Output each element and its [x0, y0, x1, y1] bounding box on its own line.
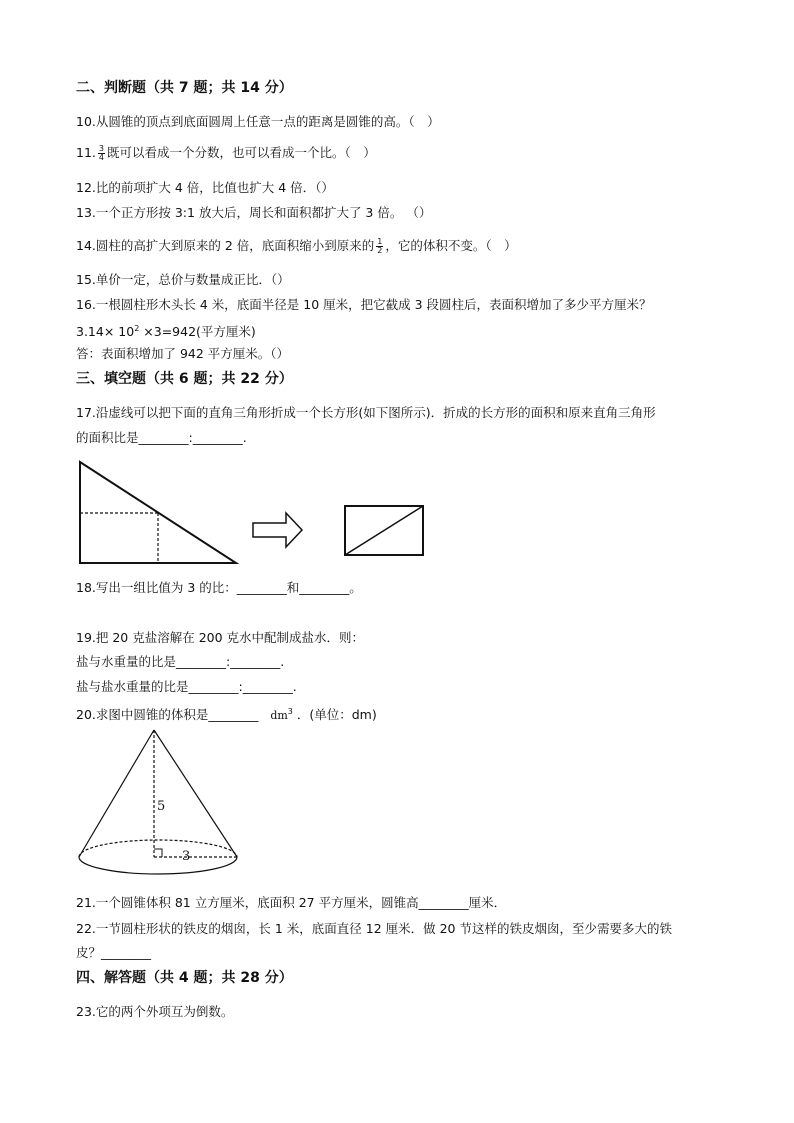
- question-11-text: 既可以看成一个分数，也可以看成一个比。（ ）: [106, 145, 376, 160]
- question-13: 13.一个正方形按 3:1 放大后，周长和面积都扩大了 3 倍。 （）: [76, 205, 432, 220]
- question-21: 21.一个圆锥体积 81 立方厘米，底面积 27 平方厘米，圆锥高________厘米．: [76, 895, 507, 910]
- question-19: 19.把 20 克盐溶解在 200 克水中配制成盐水．则：: [76, 630, 365, 645]
- question-11-number: 11.: [76, 145, 96, 160]
- question-16-answer: 答：表面积增加了 942 平方厘米。（）: [76, 346, 290, 361]
- folded-rectangle: [345, 506, 423, 555]
- question-16-calculation: $3.14\times 10^2 \times 3=942$(平方厘米): [76, 324, 256, 340]
- question-10: 10.从圆锥的顶点到底面圆周上任意一点的距离是圆锥的高。（ ）: [76, 114, 440, 129]
- question-12: 12.比的前项扩大 4 倍，比值也扩大 4 倍．（）: [76, 180, 334, 195]
- question-17-line-1: 17.沿虚线可以把下面的直角三角形折成一个长方形(如下图所示)．折成的长方形的面积和原来直角三角形: [76, 405, 656, 420]
- fold-diagram: [76, 458, 436, 568]
- question-20: 20.求图中圆锥的体积是________ $dm^3$ ．(单位：dm): [76, 707, 377, 723]
- question-18: 18.写出一组比值为 3 的比：________和________。: [76, 580, 362, 595]
- section-3-heading: 三、填空题（共 6 题；共 22 分）: [76, 371, 293, 387]
- question-19-a: 盐与水重量的比是________:________.: [76, 654, 285, 669]
- cone-diagram: [76, 726, 246, 878]
- fraction-1-2: $\frac{1}{2}$: [377, 237, 383, 255]
- cone-radius-label: 3: [182, 849, 191, 864]
- section-2-heading: 二、判断题（共 7 题；共 14 分）: [76, 80, 293, 96]
- question-14-text-b: ，它的体积不变。（ ）: [385, 238, 517, 253]
- question-11: [76, 145, 376, 162]
- question-19-b: 盐与盐水重量的比是________:________.: [76, 679, 297, 694]
- question-14: [76, 238, 517, 255]
- right-triangle: [80, 462, 236, 563]
- question-16: 16.一根圆柱形木头长 4 米，底面半径是 10 厘米，把它截成 3 段圆柱后，表面积增加了多少平方厘米？: [76, 297, 652, 312]
- arrow-icon: [253, 513, 302, 547]
- question-15: 15.单价一定，总价与数量成正比．（）: [76, 272, 290, 287]
- section-4-heading: 四、解答题（共 4 题；共 28 分）: [76, 970, 293, 986]
- question-14-text-a: 14.圆柱的高扩大到原来的 2 倍，底面积缩小到原来的: [76, 238, 375, 253]
- question-17-line-2: 的面积比是________:________.: [76, 430, 247, 445]
- question-22-line-2: 皮？________: [76, 945, 152, 960]
- cone-height-label: 5: [157, 799, 166, 814]
- question-22-line-1: 22.一节圆柱形状的铁皮的烟囱，长 1 米，底面直径 12 厘米．做 20 节这样的铁皮烟囱，至少需要多大的铁: [76, 921, 672, 936]
- question-23: 23.它的两个外项互为倒数。: [76, 1004, 234, 1019]
- fraction-3-4: $\frac{3}{4}$: [98, 144, 104, 162]
